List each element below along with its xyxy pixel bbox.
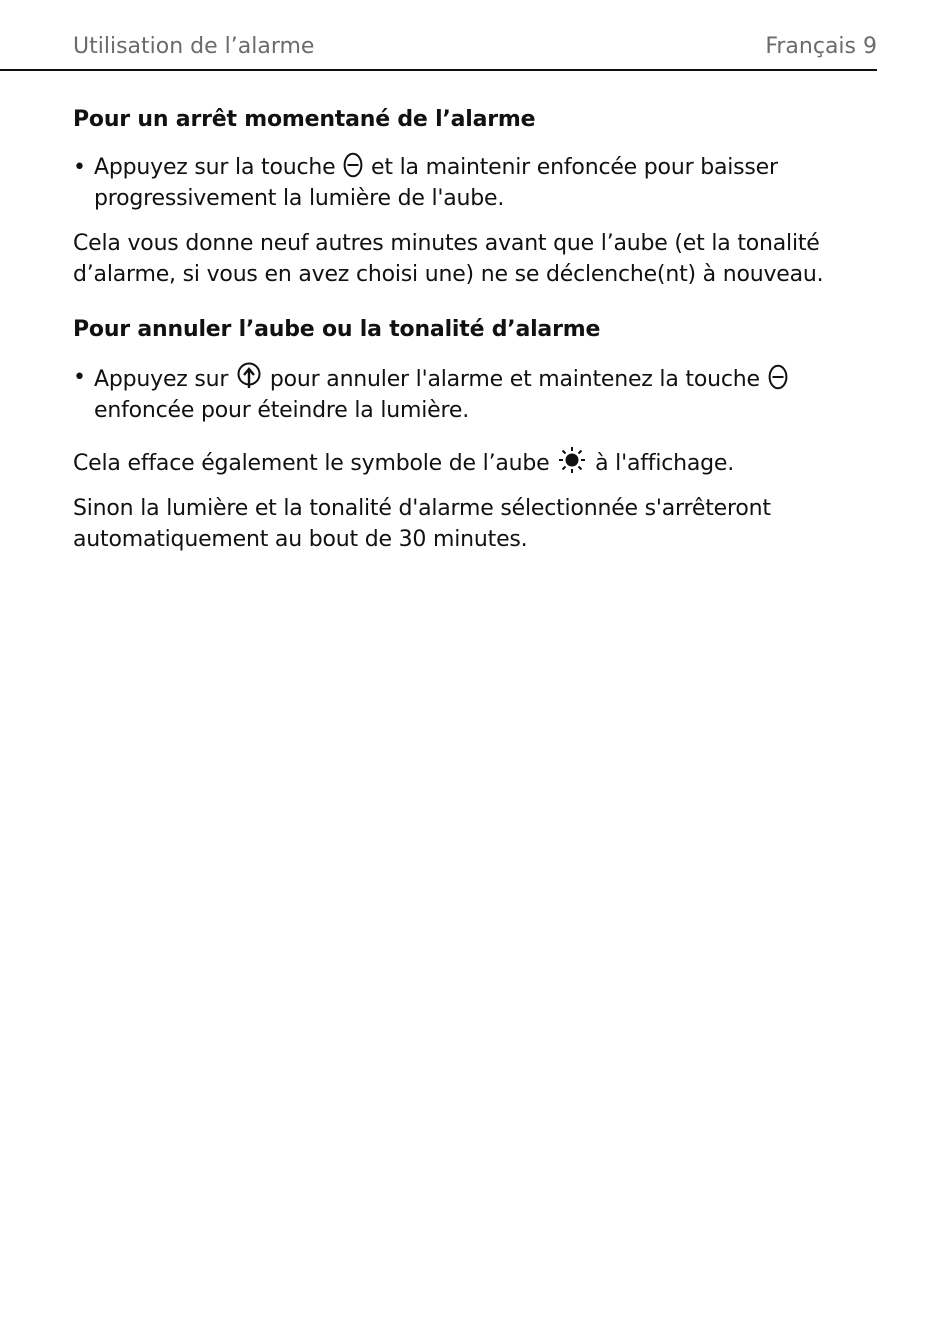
bullet-cancel: • Appuyez sur pour annuler l'alarme et maintenez la touche enfoncée pour éteindre la lumière. bbox=[73, 362, 878, 426]
page-header bbox=[73, 30, 877, 62]
section-title: Utilisation de l’alarme bbox=[73, 33, 315, 59]
paragraph-auto-off: Sinon la lumière et la tonalité d'alarme sélectionnée s'arrêteront automatiquement au bout de 30 minutes. bbox=[73, 496, 771, 552]
sun-icon bbox=[557, 446, 587, 474]
heading-snooze: Pour un arrêt momentané de l’alarme bbox=[73, 107, 536, 132]
minus-circle-icon bbox=[768, 364, 788, 390]
paragraph-dawn-symbol: Cela efface également le symbole de l’aube à l'affichage. bbox=[73, 446, 878, 479]
page-content bbox=[73, 100, 878, 555]
page-number: Français 9 bbox=[765, 33, 877, 59]
alarm-cancel-icon bbox=[236, 362, 262, 390]
bullet-snooze: • Appuyez sur la touche et la maintenir enfoncée pour baisser progressivement la lumière de l'aube. bbox=[73, 152, 878, 214]
minus-circle-icon bbox=[343, 152, 363, 178]
header-divider bbox=[0, 69, 877, 71]
heading-cancel: Pour annuler l’aube ou la tonalité d’alarme bbox=[73, 317, 601, 342]
paragraph-snooze-info: Cela vous donne neuf autres minutes avant que l’aube (et la tonalité d’alarme, si vous en avez choisi une) ne se déclenche(nt) à nouveau. bbox=[73, 231, 824, 287]
